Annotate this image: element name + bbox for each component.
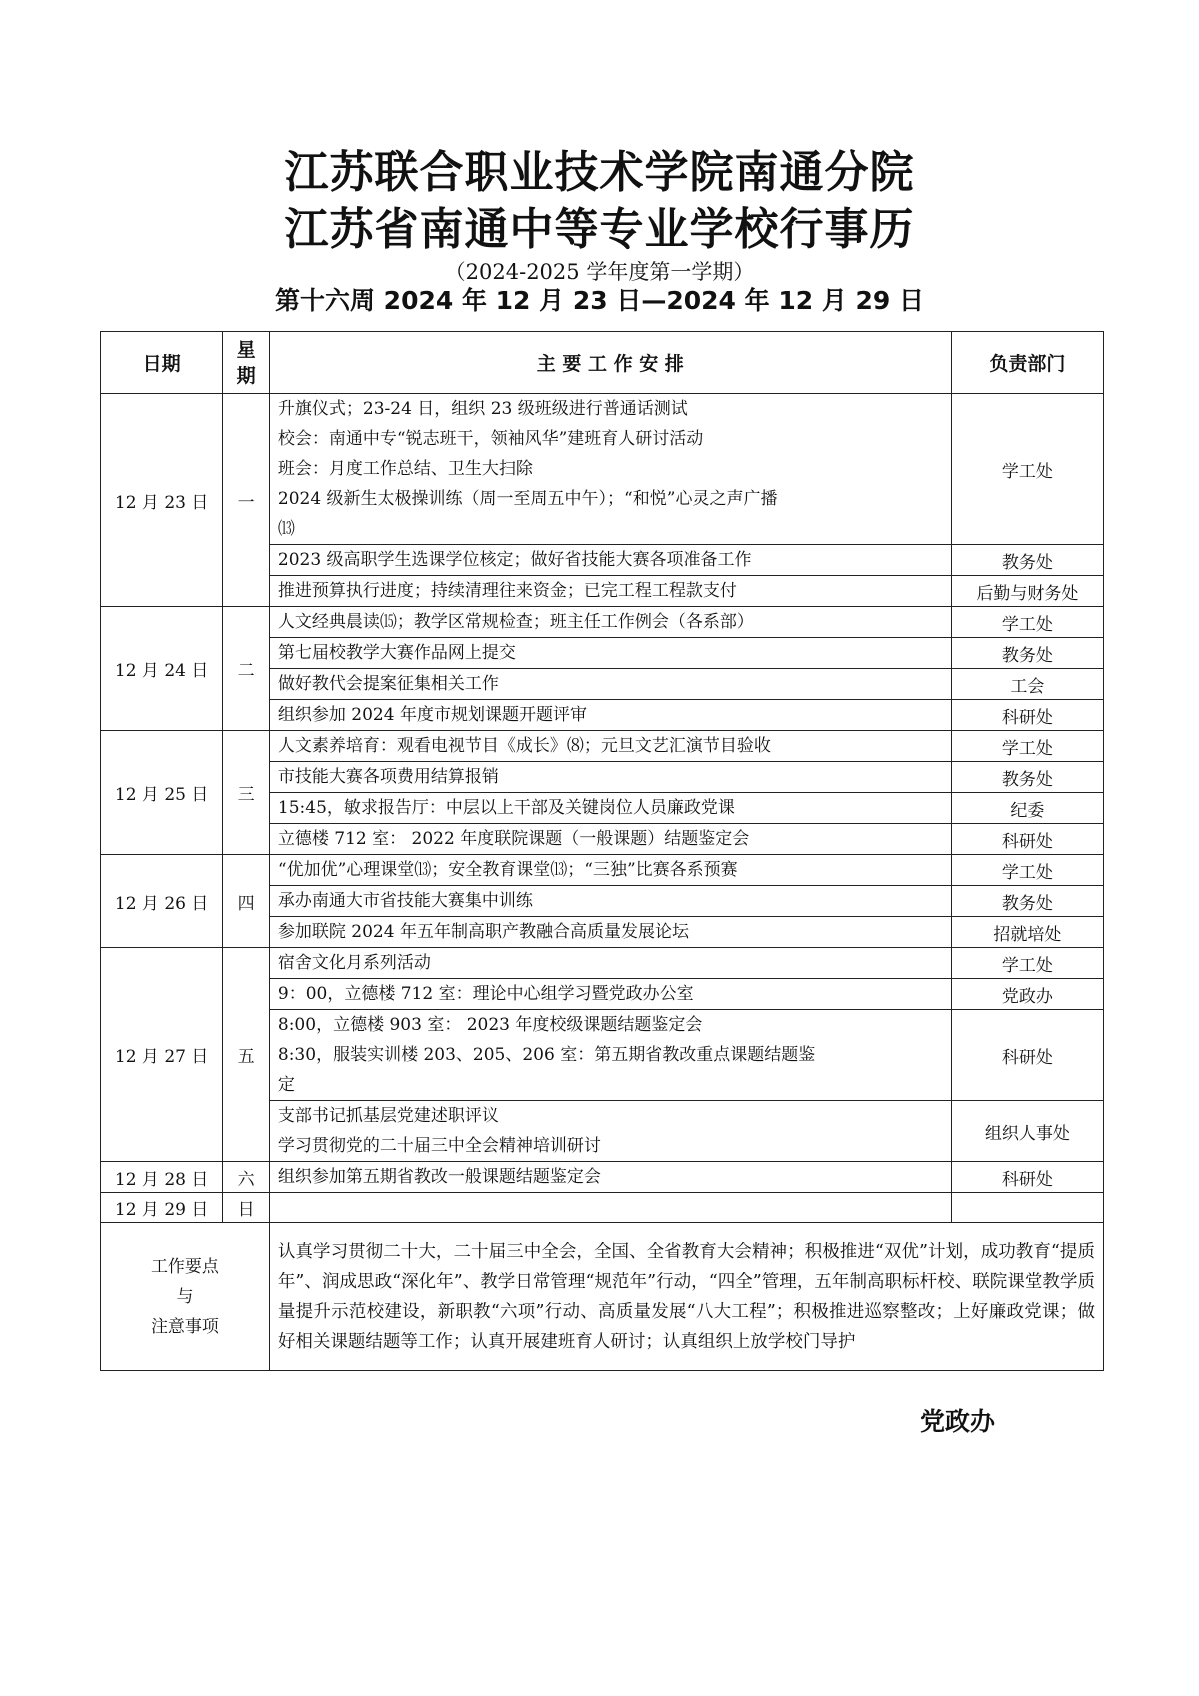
day-date: 12 月 28 日	[101, 1162, 223, 1193]
task-line: 市技能大赛各项费用结算报销	[277, 767, 499, 787]
task-line: 组织参加第五期省教改一般课题结题鉴定会	[277, 1167, 601, 1187]
task-line: 组织参加 2024 年度市规划课题开题评审	[277, 705, 587, 725]
task-cell	[269, 576, 951, 607]
task-cell	[269, 1010, 951, 1101]
task-cell	[269, 793, 951, 824]
schedule-row	[101, 1193, 1104, 1223]
task-line: ⒀	[277, 519, 295, 539]
header-tasks: 主 要 工 作 安 排	[269, 332, 951, 394]
task-line: 定	[277, 1075, 295, 1095]
term-label: （2024-2025 学年度第一学期）	[444, 260, 755, 284]
day-date: 12 月 29 日	[101, 1193, 223, 1223]
task-cell	[269, 979, 951, 1010]
task-cell	[269, 731, 951, 762]
schedule-row	[101, 1162, 1104, 1193]
title-line-2: 江苏省南通中等专业学校行事历	[284, 204, 915, 255]
task-cell	[269, 1162, 951, 1193]
day-date: 12 月 23 日	[101, 394, 223, 607]
task-line: 班会：月度工作总结、卫生大扫除	[277, 459, 533, 479]
task-cell	[269, 855, 951, 886]
day-date: 12 月 26 日	[101, 855, 223, 948]
notes-text: 认真学习贯彻二十大，二十届三中全会，全国、全省教育大会精神；积极推进“双优”计划，成功教育“提质年”、润成思政“深化年”、教学日常管理“规范年”行动，“四全”管理，五年制高职标杆校、联院课堂教学质量提升示范校建设，新职教“六项”行动、高质量发展“八大工程”；积极推进巡察整改；上好廉政党课；做好相关课题结题等工作；认真开展建班育人研讨；认真组织上放学校门导护	[269, 1223, 1103, 1371]
dept-cell: 教务处	[951, 638, 1103, 669]
day-weekday: 一	[223, 394, 270, 607]
day-weekday: 三	[223, 731, 270, 855]
dept-cell: 科研处	[951, 824, 1103, 855]
task-line: 人文素养培育：观看电视节目《成长》⑻；元旦文艺汇演节目验收	[277, 736, 771, 756]
schedule-row	[101, 394, 1104, 545]
title-line-1: 江苏联合职业技术学院南通分院	[284, 147, 915, 198]
schedule-row	[101, 948, 1104, 979]
header-row	[101, 332, 1104, 394]
task-line: 支部书记抓基层党建述职评议	[277, 1106, 499, 1126]
dept-cell: 教务处	[951, 545, 1103, 576]
notes-label	[101, 1223, 270, 1371]
dept-cell: 组织人事处	[951, 1101, 1103, 1162]
dept-cell: 工会	[951, 669, 1103, 700]
header-dept: 负责部门	[951, 332, 1103, 394]
notes-label-line: 工作要点	[150, 1256, 219, 1277]
task-cell	[269, 700, 951, 731]
task-cell	[269, 545, 951, 576]
notes-row	[101, 1223, 1104, 1371]
task-cell	[269, 607, 951, 638]
dept-cell: 党政办	[951, 979, 1103, 1010]
schedule-body	[101, 394, 1104, 1223]
task-line: 8:00，立德楼 903 室： 2023 年度校级课题结题鉴定会	[277, 1015, 703, 1035]
task-cell	[269, 824, 951, 855]
task-line: 参加联院 2024 年五年制高职产教融合高质量发展论坛	[277, 922, 689, 942]
task-line: 立德楼 712 室： 2022 年度联院课题（一般课题）结题鉴定会	[277, 829, 750, 849]
day-weekday: 六	[223, 1162, 270, 1193]
dept-cell: 招就培处	[951, 917, 1103, 948]
task-cell	[269, 1101, 951, 1162]
schedule-row	[101, 607, 1104, 638]
task-cell	[269, 948, 951, 979]
task-line: “优加优”心理课堂⒀；安全教育课堂⒀；“三独”比赛各系预赛	[277, 860, 738, 880]
task-line: 校会：南通中专“锐志班干，领袖风华”建班育人研讨活动	[277, 429, 704, 449]
day-date: 12 月 27 日	[101, 948, 223, 1162]
task-cell	[269, 917, 951, 948]
day-date: 12 月 25 日	[101, 731, 223, 855]
task-line: 第七届校教学大赛作品网上提交	[277, 643, 516, 663]
task-line: 15:45，敏求报告厅：中层以上干部及关键岗位人员廉政党课	[277, 798, 735, 818]
dept-cell: 教务处	[951, 762, 1103, 793]
task-cell	[269, 1193, 951, 1223]
task-line: 做好教代会提案征集相关工作	[277, 674, 499, 694]
task-line: 学习贯彻党的二十届三中全会精神培训研讨	[277, 1136, 601, 1156]
task-cell	[269, 669, 951, 700]
day-weekday: 四	[223, 855, 270, 948]
dept-cell: 后勤与财务处	[951, 576, 1103, 607]
notes-label-line: 与	[176, 1286, 194, 1307]
task-cell	[269, 886, 951, 917]
day-weekday: 五	[223, 948, 270, 1162]
schedule-row	[101, 731, 1104, 762]
task-line: 9：00，立德楼 712 室：理论中心组学习暨党政办公室	[277, 984, 694, 1004]
week-range: 第十六周 2024 年 12 月 23 日—2024 年 12 月 29 日	[274, 286, 925, 315]
day-weekday: 二	[223, 607, 270, 731]
task-cell	[269, 762, 951, 793]
task-line: 推进预算执行进度；持续清理往来资金；已完工程工程款支付	[277, 581, 737, 601]
header-date: 日期	[101, 332, 223, 394]
schedule-table	[100, 331, 1104, 1371]
dept-cell: 纪委	[951, 793, 1103, 824]
task-line: 承办南通大市省技能大赛集中训练	[277, 891, 533, 911]
signature: 党政办	[920, 1407, 996, 1436]
dept-cell: 科研处	[951, 1010, 1103, 1101]
schedule-row	[101, 855, 1104, 886]
task-line: 人文经典晨读⒂；教学区常规检查；班主任工作例会（各系部）	[277, 612, 754, 632]
task-cell	[269, 638, 951, 669]
task-line: 宿舍文化月系列活动	[277, 953, 431, 973]
day-weekday: 日	[223, 1193, 270, 1223]
dept-cell: 学工处	[951, 607, 1103, 638]
task-line: 2023 级高职学生选课学位核定；做好省技能大赛各项准备工作	[277, 550, 752, 570]
dept-cell: 科研处	[951, 700, 1103, 731]
task-cell	[269, 394, 951, 545]
dept-cell	[951, 1193, 1103, 1223]
dept-cell: 学工处	[951, 731, 1103, 762]
dept-cell: 学工处	[951, 394, 1103, 545]
dept-cell: 科研处	[951, 1162, 1103, 1193]
task-line: 8:30，服装实训楼 203、205、206 室：第五期省教改重点课题结题鉴	[277, 1045, 816, 1065]
day-date: 12 月 24 日	[101, 607, 223, 731]
dept-cell: 学工处	[951, 948, 1103, 979]
notes-label-line: 注意事项	[150, 1316, 219, 1337]
header-weekday: 星期	[223, 332, 270, 394]
task-line: 2024 级新生太极操训练（周一至周五中午）；“和悦”心灵之声广播	[277, 489, 778, 509]
dept-cell: 学工处	[951, 855, 1103, 886]
dept-cell: 教务处	[951, 886, 1103, 917]
task-line: 升旗仪式；23-24 日，组织 23 级班级进行普通话测试	[277, 399, 688, 419]
